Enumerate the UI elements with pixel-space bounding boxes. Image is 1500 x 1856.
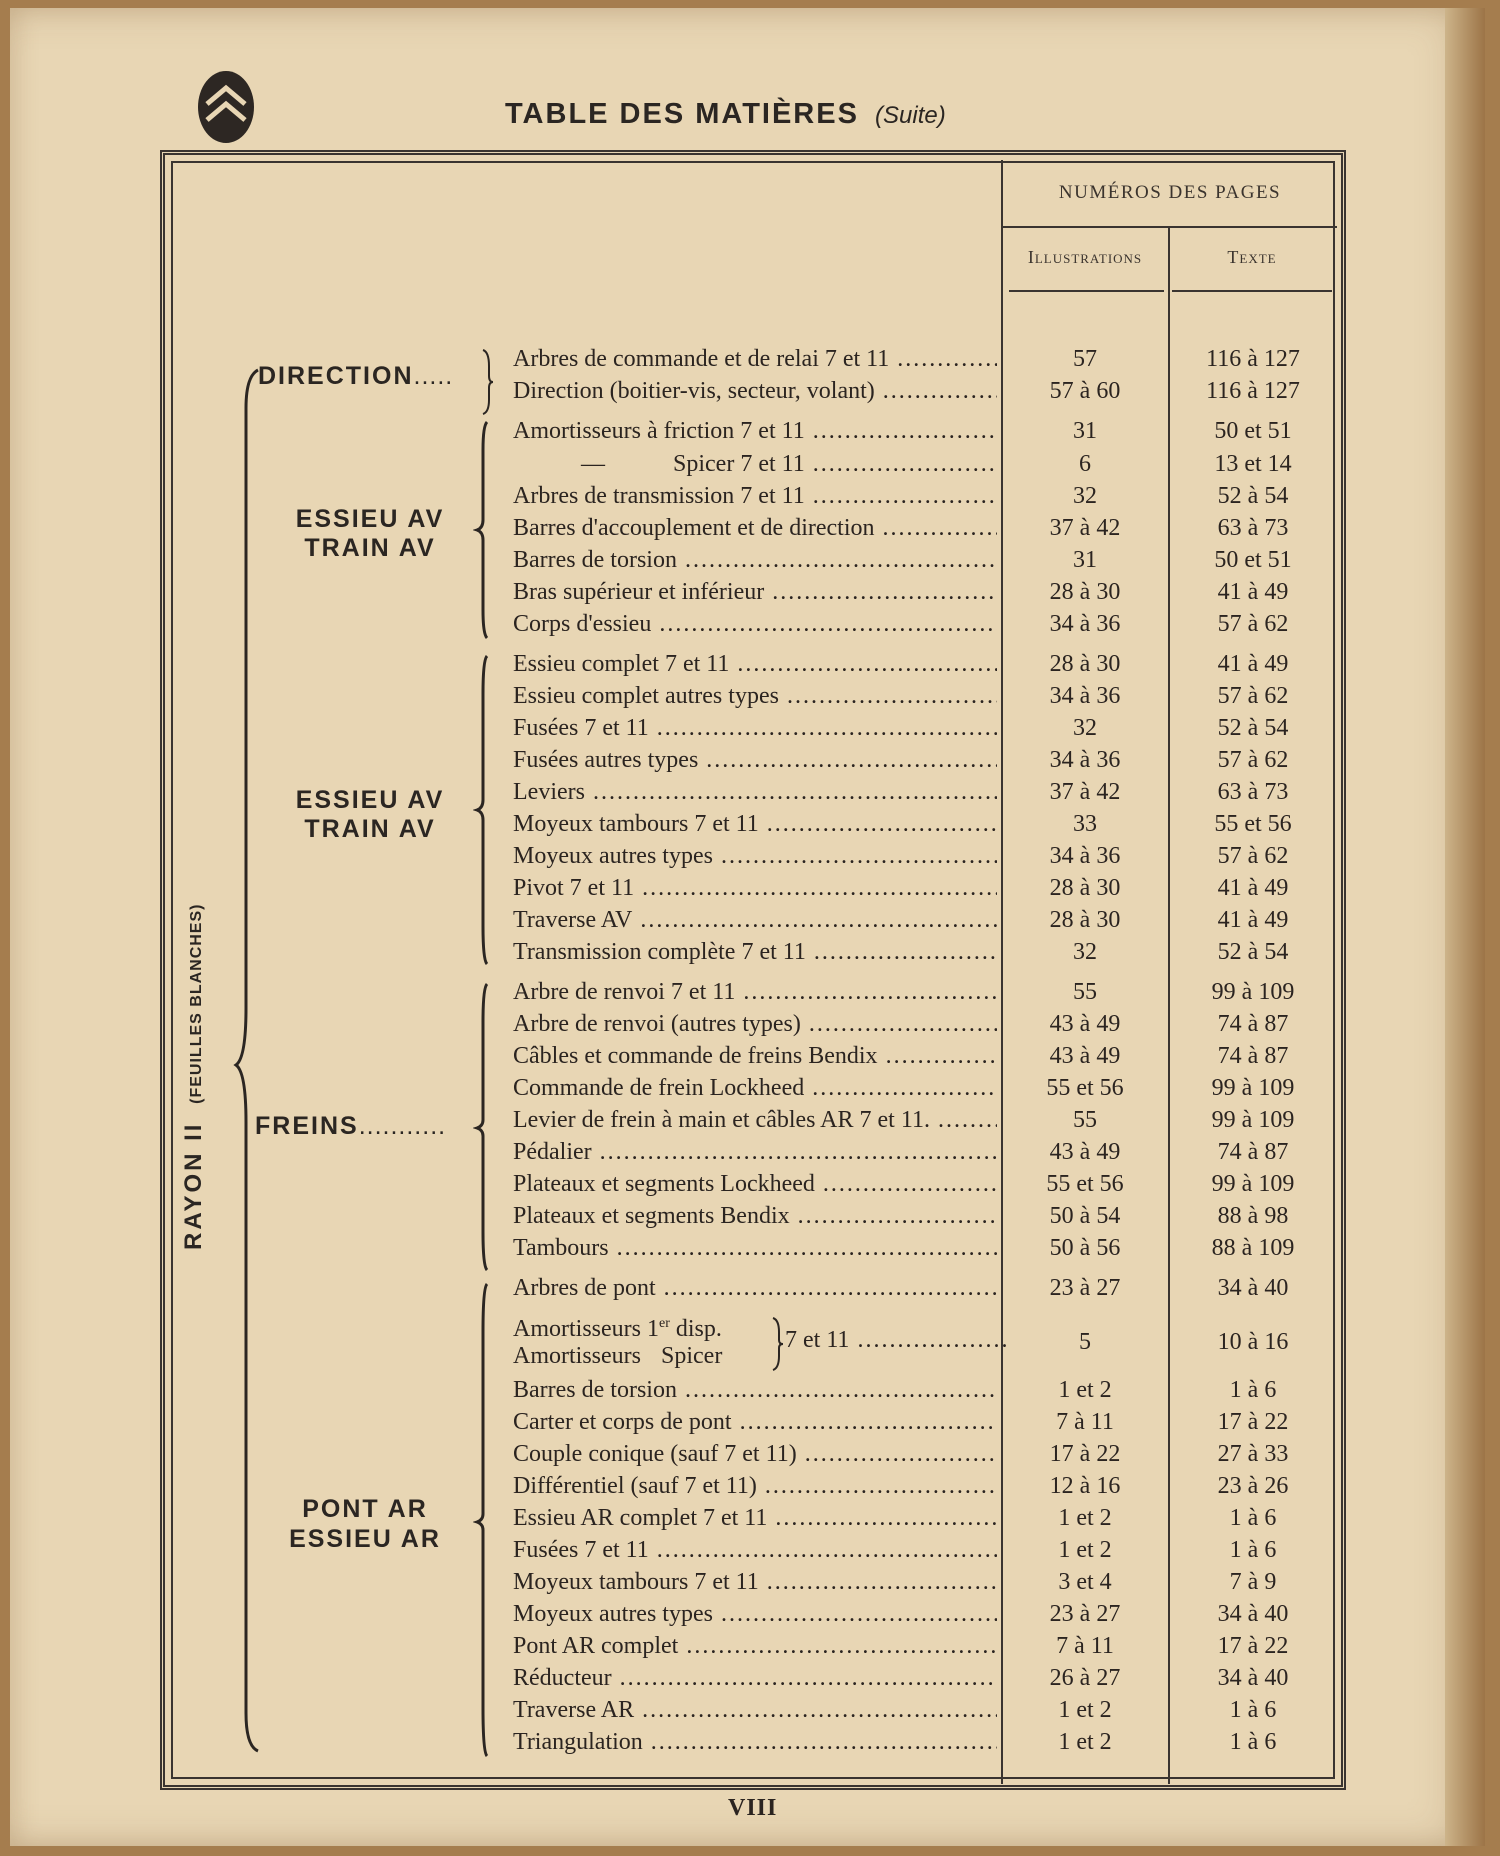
- cell-texte: 17 à 22: [1217, 1633, 1289, 1659]
- cell-texte: 63 à 73: [1217, 779, 1289, 805]
- cell-label-text: Traverse AR: [513, 1697, 635, 1723]
- table-row: [513, 1272, 1500, 1304]
- amortisseurs-line1-disp: disp.: [675, 1316, 722, 1342]
- cell-label: [513, 648, 997, 680]
- cell-label: [513, 1168, 997, 1200]
- cell-label: [513, 415, 997, 447]
- cell-illustrations: 12 à 16: [1049, 1473, 1121, 1499]
- cell-texte: 1 à 6: [1229, 1697, 1277, 1723]
- cell-texte: 57 à 62: [1217, 747, 1289, 773]
- cell-illustrations: 28 à 30: [1049, 651, 1121, 677]
- cell-label: [513, 1470, 997, 1502]
- title-suite: (Suite): [875, 102, 946, 129]
- column-header-texte: Texte: [1227, 247, 1277, 267]
- cell-label: [513, 1272, 997, 1304]
- table-row: [513, 1598, 1500, 1630]
- cell-illustrations: 7 à 11: [1056, 1633, 1114, 1659]
- cell-label: [513, 1662, 997, 1694]
- cell-texte: 116 à 127: [1206, 346, 1300, 372]
- cell-label: [513, 1008, 997, 1040]
- section-essieu-av-2: [270, 786, 470, 844]
- cell-label-text: Fusées 7 et 11: [513, 715, 649, 741]
- cell-label: [513, 1502, 997, 1534]
- cell-label-text: Barres de torsion: [513, 1377, 677, 1403]
- table-row: [513, 744, 1500, 776]
- cell-label: [513, 1072, 997, 1104]
- cell-label-text: Arbre de renvoi (autres types): [513, 1011, 801, 1037]
- table-row: [513, 375, 1500, 407]
- page-number: VIII: [728, 1795, 778, 1821]
- cell-illustrations: 55: [1073, 1107, 1097, 1133]
- cell-label-text: Moyeux tambours 7 et 11: [513, 1569, 759, 1595]
- cell-label-text: Bras supérieur et inférieur: [513, 579, 765, 605]
- table-row: [513, 1104, 1500, 1136]
- section-freins-label: FREINS: [255, 1112, 359, 1140]
- cell-label: [513, 1598, 997, 1630]
- brace-essieu-av-1: [473, 420, 495, 640]
- amortisseurs-line1-number: 1: [647, 1316, 659, 1342]
- table-row: [513, 808, 1500, 840]
- table-row: [513, 1470, 1500, 1502]
- cell-label: [513, 872, 997, 904]
- section-pont-ar-line2: ESSIEU AR: [289, 1525, 441, 1553]
- cell-label: [513, 608, 997, 640]
- table-row: [513, 1406, 1500, 1438]
- cell-label: [513, 576, 997, 608]
- cell-texte: 7 à 9: [1229, 1569, 1277, 1595]
- page-title: [505, 98, 946, 138]
- brace-freins: [473, 982, 495, 1272]
- cell-label: [513, 544, 997, 576]
- table-row: [513, 1566, 1500, 1598]
- brace-essieu-av-2: [473, 654, 495, 966]
- cell-texte: 10 à 16: [1217, 1329, 1289, 1355]
- cell-label: [513, 1406, 997, 1438]
- cell-texte: 52 à 54: [1217, 483, 1289, 509]
- rayon-label: [180, 830, 212, 1250]
- cell-texte: 99 à 109: [1211, 1107, 1295, 1133]
- cell-texte: 41 à 49: [1217, 651, 1289, 677]
- section-freins: FREINS...........: [255, 1112, 447, 1140]
- table-row: [513, 1136, 1500, 1168]
- cell-illustrations: 23 à 27: [1049, 1601, 1121, 1627]
- cell-label-text: Spicer 7 et 11: [673, 451, 805, 477]
- table-row: [513, 343, 1500, 375]
- cell-illustrations: 55: [1073, 979, 1097, 1005]
- cell-texte: 1 à 6: [1229, 1537, 1277, 1563]
- table-row: [513, 680, 1500, 712]
- cell-label: [513, 1566, 997, 1598]
- cell-label-text: Moyeux tambours 7 et 11: [513, 811, 759, 837]
- table-row: [513, 1040, 1500, 1072]
- table-row: [513, 544, 1500, 576]
- table-row: [513, 448, 1500, 480]
- table-row: [513, 1662, 1500, 1694]
- cell-texte: 50 et 51: [1214, 418, 1292, 444]
- table-row: [513, 648, 1500, 680]
- cell-illustrations: 33: [1073, 811, 1097, 837]
- cell-label-text: Direction (boitier-vis, secteur, volant): [513, 378, 875, 404]
- table-row: [513, 776, 1500, 808]
- cell-label: [513, 712, 997, 744]
- cell-illustrations: 28 à 30: [1049, 579, 1121, 605]
- cell-label: [513, 1104, 997, 1136]
- cell-label-text: Triangulation: [513, 1729, 643, 1755]
- cell-texte: 17 à 22: [1217, 1409, 1289, 1435]
- cell-texte: 57 à 62: [1217, 611, 1289, 637]
- cell-texte: 99 à 109: [1211, 979, 1295, 1005]
- cell-label-text: Leviers: [513, 779, 585, 805]
- cell-label-text: Barres de torsion: [513, 547, 677, 573]
- cell-illustrations: 50 à 56: [1049, 1235, 1121, 1261]
- cell-label: [513, 512, 997, 544]
- citroen-chevron-logo-icon: [195, 68, 257, 146]
- cell-illustrations: 37 à 42: [1049, 515, 1121, 541]
- cell-texte: 52 à 54: [1217, 715, 1289, 741]
- cell-label: [513, 375, 997, 407]
- amortisseurs-line1-sup: er: [659, 1316, 670, 1331]
- table-row: [513, 976, 1500, 1008]
- cell-label: [513, 1232, 997, 1264]
- section-pont-ar-line1: PONT AR: [302, 1495, 428, 1523]
- cell-label: [513, 1040, 997, 1072]
- cell-illustrations: 50 à 54: [1049, 1203, 1121, 1229]
- table-row: [513, 712, 1500, 744]
- cell-label: [513, 1630, 997, 1662]
- cell-label-text: Transmission complète 7 et 11: [513, 939, 806, 965]
- table-row: [513, 840, 1500, 872]
- header-rule-top: [1001, 226, 1337, 228]
- cell-label: [513, 776, 997, 808]
- section-essieu-av-2-line2: TRAIN AV: [304, 815, 436, 843]
- table-row: [513, 1200, 1500, 1232]
- cell-label-text: Plateaux et segments Lockheed: [513, 1171, 815, 1197]
- cell-label-text: Amortisseurs à friction 7 et 11: [513, 418, 805, 444]
- cell-label-text: Câbles et commande de freins Bendix: [513, 1043, 878, 1069]
- cell-label: [513, 1534, 997, 1566]
- cell-label-text: Moyeux autres types: [513, 1601, 713, 1627]
- cell-label: [513, 936, 997, 968]
- cell-illustrations: 1 et 2: [1058, 1377, 1112, 1403]
- cell-texte: 116 à 127: [1206, 378, 1300, 404]
- amortisseurs-line2-word: Amortisseurs: [513, 1343, 641, 1369]
- table-row-amortisseurs-pages: [513, 1326, 1500, 1358]
- cell-label-text: Moyeux autres types: [513, 843, 713, 869]
- cell-label-text: Plateaux et segments Bendix: [513, 1203, 790, 1229]
- cell-label-text: Pédalier: [513, 1139, 592, 1165]
- cell-label-text: Arbres de transmission 7 et 11: [513, 483, 805, 509]
- cell-illustrations: 26 à 27: [1049, 1665, 1121, 1691]
- cell-label-text: Arbre de renvoi 7 et 11: [513, 979, 736, 1005]
- cell-label: [513, 480, 997, 512]
- cell-label: [513, 1200, 997, 1232]
- cell-illustrations: 32: [1073, 939, 1097, 965]
- header-rule-txt: [1172, 290, 1332, 292]
- amortisseurs-line1-word: Amortisseurs: [513, 1316, 641, 1342]
- cell-texte: 74 à 87: [1217, 1043, 1289, 1069]
- cell-illustrations: 17 à 22: [1049, 1441, 1121, 1467]
- cell-texte: 34 à 40: [1217, 1665, 1289, 1691]
- rayon-subtitle: (FEUILLES BLANCHES): [188, 903, 205, 1104]
- cell-texte: 34 à 40: [1217, 1275, 1289, 1301]
- amortisseurs-line2-spicer: Spicer: [661, 1343, 723, 1369]
- cell-illustrations: 28 à 30: [1049, 907, 1121, 933]
- cell-label-text: Arbres de commande et de relai 7 et 11: [513, 346, 890, 372]
- cell-label-text: Corps d'essieu: [513, 611, 652, 637]
- rayon-title: RAYON II: [180, 1121, 207, 1250]
- cell-illustrations: 7 à 11: [1056, 1409, 1114, 1435]
- table-row: [513, 1008, 1500, 1040]
- table-row: [513, 1502, 1500, 1534]
- cell-texte: 41 à 49: [1217, 579, 1289, 605]
- title-text: TABLE DES MATIÈRES: [505, 98, 859, 130]
- cell-label: [513, 680, 997, 712]
- cell-illustrations: 34 à 36: [1049, 747, 1121, 773]
- table-row: [513, 512, 1500, 544]
- table-row: [513, 1694, 1500, 1726]
- section-direction-label: DIRECTION: [258, 362, 414, 390]
- cell-label: [513, 1726, 997, 1758]
- cell-illustrations: 3 et 4: [1058, 1569, 1112, 1595]
- table-row: [513, 1232, 1500, 1264]
- column-group-header: NUMÉROS DES PAGES: [1058, 182, 1282, 203]
- cell-illustrations: 34 à 36: [1049, 611, 1121, 637]
- cell-label: [513, 1374, 997, 1406]
- cell-illustrations: 1 et 2: [1058, 1505, 1112, 1531]
- cell-texte: 55 et 56: [1214, 811, 1292, 837]
- ditto-dash: —: [581, 451, 605, 477]
- brace-pont-ar: [473, 1282, 495, 1758]
- cell-label-text: Pivot 7 et 11: [513, 875, 635, 901]
- cell-label: [513, 448, 997, 480]
- table-row: [513, 415, 1500, 447]
- table-row: [513, 1534, 1500, 1566]
- cell-illustrations: 43 à 49: [1049, 1043, 1121, 1069]
- table-row: [513, 1726, 1500, 1758]
- table-row: [513, 480, 1500, 512]
- cell-illustrations: 1 et 2: [1058, 1537, 1112, 1563]
- cell-texte: 34 à 40: [1217, 1601, 1289, 1627]
- cell-illustrations: 57: [1073, 346, 1097, 372]
- brace-direction: [477, 348, 497, 416]
- cell-texte: 1 à 6: [1229, 1729, 1277, 1755]
- table-row: [513, 608, 1500, 640]
- table-row: [513, 904, 1500, 936]
- cell-illustrations: 5: [1079, 1329, 1091, 1355]
- cell-label-text: Tambours: [513, 1235, 609, 1261]
- cell-texte: 57 à 62: [1217, 683, 1289, 709]
- cell-label: [513, 744, 997, 776]
- section-essieu-av-1-line2: TRAIN AV: [304, 534, 436, 562]
- cell-texte: 88 à 109: [1211, 1235, 1295, 1261]
- cell-texte: 99 à 109: [1211, 1075, 1295, 1101]
- table-row: [513, 1168, 1500, 1200]
- cell-texte: 52 à 54: [1217, 939, 1289, 965]
- cell-label-text: Pont AR complet: [513, 1633, 679, 1659]
- cell-texte: 63 à 73: [1217, 515, 1289, 541]
- table-row: [513, 576, 1500, 608]
- cell-texte: 99 à 109: [1211, 1171, 1295, 1197]
- table-row: [513, 1072, 1500, 1104]
- cell-label-text: Arbres de pont: [513, 1275, 656, 1301]
- cell-label-text: Traverse AV: [513, 907, 633, 933]
- cell-label-text: Réducteur: [513, 1665, 612, 1691]
- section-essieu-av-2-line1: ESSIEU AV: [295, 786, 445, 814]
- table-row: [513, 1438, 1500, 1470]
- cell-texte: 88 à 98: [1217, 1203, 1289, 1229]
- cell-label: [513, 1438, 997, 1470]
- cell-illustrations: 6: [1079, 451, 1091, 477]
- cell-label-text: Essieu AR complet 7 et 11: [513, 1505, 768, 1531]
- cell-texte: 74 à 87: [1217, 1139, 1289, 1165]
- cell-label-text: Fusées autres types: [513, 747, 699, 773]
- cell-label: [513, 343, 997, 375]
- cell-label-text: Essieu complet 7 et 11: [513, 651, 730, 677]
- cell-illustrations: 55 et 56: [1046, 1171, 1124, 1197]
- cell-texte: 1 à 6: [1229, 1377, 1277, 1403]
- cell-label-text: Fusées 7 et 11: [513, 1537, 649, 1563]
- section-essieu-av-1: [270, 505, 470, 563]
- cell-illustrations: 57 à 60: [1049, 378, 1121, 404]
- cell-label-text: Couple conique (sauf 7 et 11): [513, 1441, 797, 1467]
- cell-label-text: Essieu complet autres types: [513, 683, 779, 709]
- cell-illustrations: 1 et 2: [1058, 1697, 1112, 1723]
- cell-illustrations: 31: [1073, 418, 1097, 444]
- cell-texte: 41 à 49: [1217, 907, 1289, 933]
- rayon-brace: [232, 368, 262, 1753]
- cell-label: [513, 904, 997, 936]
- cell-illustrations: 55 et 56: [1046, 1075, 1124, 1101]
- cell-illustrations: 37 à 42: [1049, 779, 1121, 805]
- table-row: [513, 872, 1500, 904]
- cell-illustrations: 23 à 27: [1049, 1275, 1121, 1301]
- section-direction: DIRECTION.....: [258, 362, 454, 390]
- cell-texte: 23 à 26: [1217, 1473, 1289, 1499]
- cell-label-text: Différentiel (sauf 7 et 11): [513, 1473, 757, 1499]
- cell-label: [513, 976, 997, 1008]
- cell-texte: 50 et 51: [1214, 547, 1292, 573]
- cell-label: [513, 1694, 997, 1726]
- cell-label: [513, 840, 997, 872]
- cell-texte: 74 à 87: [1217, 1011, 1289, 1037]
- cell-illustrations: 32: [1073, 715, 1097, 741]
- cell-illustrations: 43 à 49: [1049, 1011, 1121, 1037]
- cell-texte: 13 et 14: [1214, 451, 1292, 477]
- cell-label: [513, 808, 997, 840]
- cell-label-text: Carter et corps de pont: [513, 1409, 732, 1435]
- cell-texte: 41 à 49: [1217, 875, 1289, 901]
- cell-illustrations: 31: [1073, 547, 1097, 573]
- cell-label-text: Commande de frein Lockheed: [513, 1075, 805, 1101]
- column-header-illustrations: Illustrations: [1027, 247, 1143, 267]
- cell-illustrations: 32: [1073, 483, 1097, 509]
- amortisseurs-shared: 7 et 11 .....: [785, 1324, 1010, 1356]
- table-row: [513, 1630, 1500, 1662]
- cell-texte: 1 à 6: [1229, 1505, 1277, 1531]
- section-essieu-av-1-line1: ESSIEU AV: [295, 505, 445, 533]
- cell-label-text: Barres d'accouplement et de direction: [513, 515, 875, 541]
- header-rule-ill: [1009, 290, 1164, 292]
- table-row: [513, 1374, 1500, 1406]
- table-row: [513, 936, 1500, 968]
- section-pont-ar: [265, 1494, 465, 1554]
- cell-label-text: Levier de frein à main et câbles AR 7 et 11.: [513, 1107, 930, 1133]
- cell-illustrations: 34 à 36: [1049, 683, 1121, 709]
- cell-texte: 57 à 62: [1217, 843, 1289, 869]
- cell-texte: 27 à 33: [1217, 1441, 1289, 1467]
- cell-illustrations: 1 et 2: [1058, 1729, 1112, 1755]
- cell-label: [513, 1136, 997, 1168]
- cell-illustrations: 34 à 36: [1049, 843, 1121, 869]
- cell-illustrations: 28 à 30: [1049, 875, 1121, 901]
- cell-illustrations: 43 à 49: [1049, 1139, 1121, 1165]
